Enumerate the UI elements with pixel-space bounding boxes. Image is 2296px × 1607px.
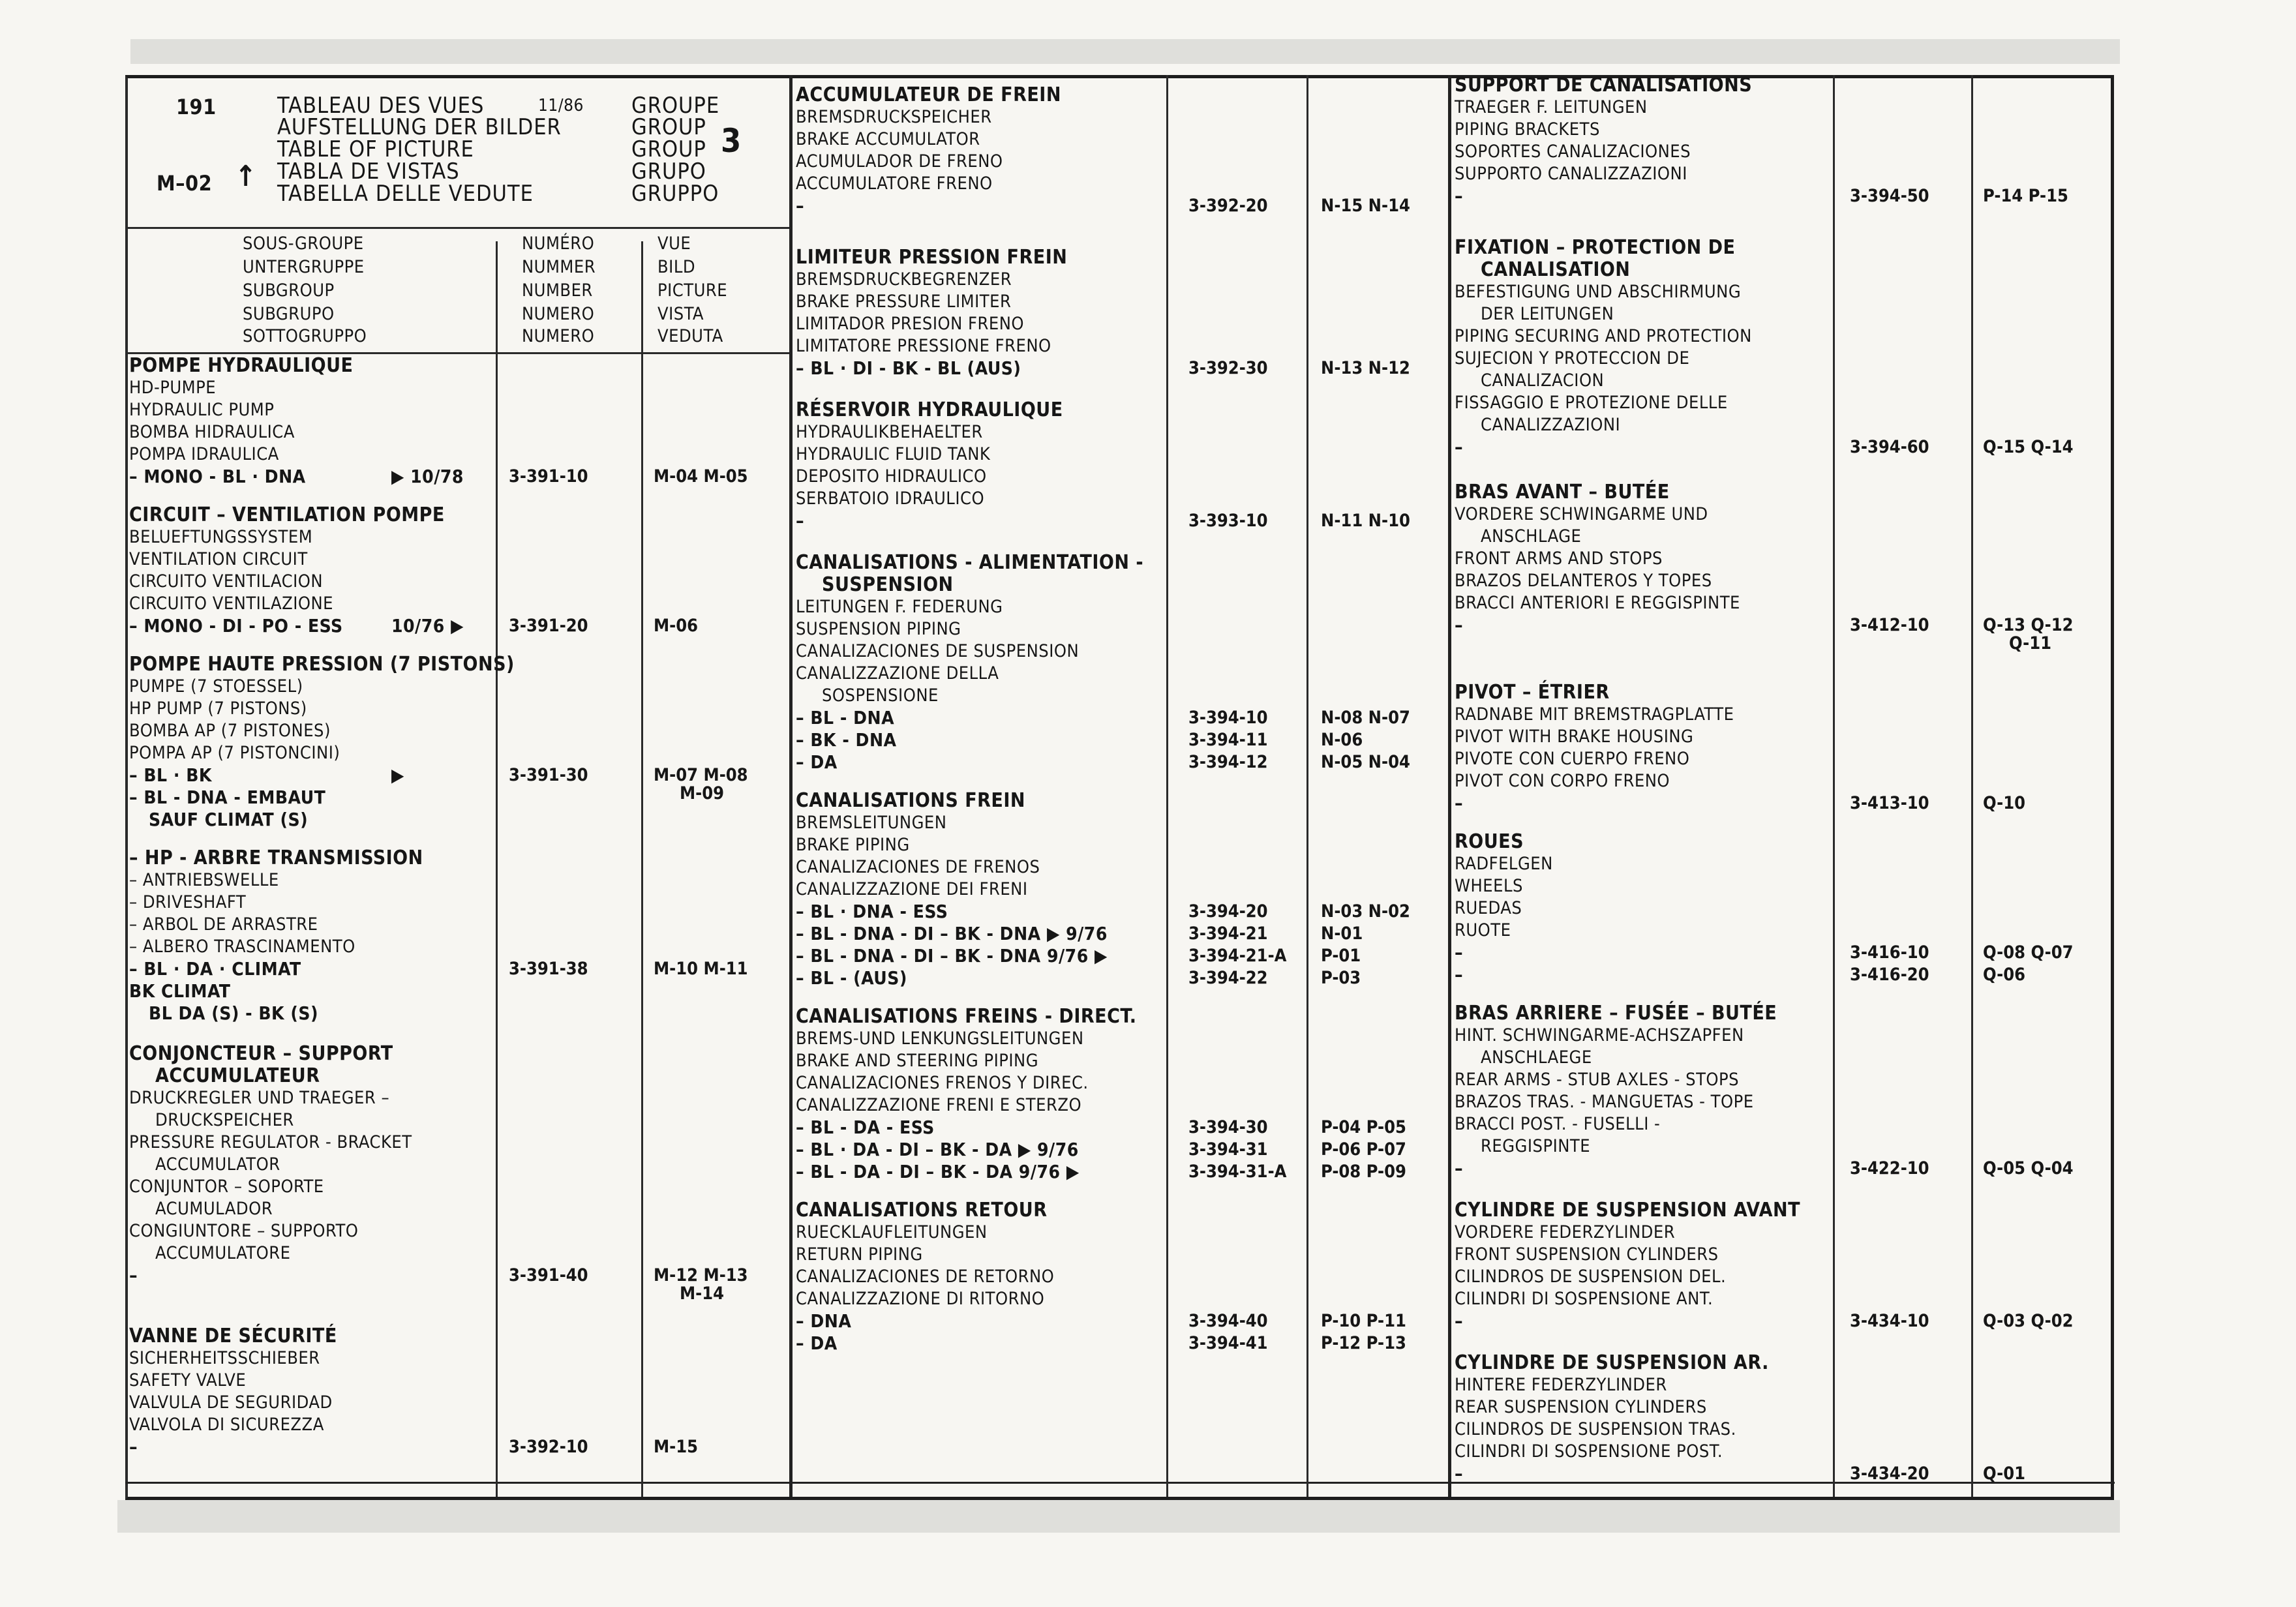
col1-entry-translation: DRUCKREGLER UND TRAEGER – xyxy=(129,1088,390,1108)
col1-entry-views: M-09 xyxy=(680,783,725,804)
col2-entry-translation: BREMSDRUCKSPEICHER xyxy=(796,107,992,127)
col2-entry-translation: SUSPENSION PIPING xyxy=(796,619,961,639)
col3-entry-number: 3-434-10 xyxy=(1850,1311,1929,1331)
col1-entry-translation: POMPA AP (7 PISTONCINI) xyxy=(129,743,340,763)
col1-entry-translation: – ALBERO TRASCINAMENTO xyxy=(129,937,355,957)
col3-entry-variant: – xyxy=(1455,964,1464,985)
number-label-it: NUMERO xyxy=(522,326,595,346)
col2-entry-variant: – BL · DNA - ESS xyxy=(796,901,948,922)
col2-entry-translation: CANALIZACIONES DE SUSPENSION xyxy=(796,641,1080,661)
col3-entry-translation: SOPORTES CANALIZACIONES xyxy=(1455,142,1691,162)
col2-entry-views: P-10 P-11 xyxy=(1321,1311,1406,1331)
col3-entry-number: 3-422-10 xyxy=(1850,1158,1929,1179)
view-label-it: VEDUTA xyxy=(657,326,723,346)
col3-entry-views: Q-10 xyxy=(1983,793,2026,813)
col2-entry-translation: LIMITADOR PRESION FRENO xyxy=(796,314,1024,334)
subgroup-label-fr: SOUS-GROUPE xyxy=(243,233,364,254)
col2-entry-translation: BRAKE AND STEERING PIPING xyxy=(796,1051,1039,1071)
col1-entry-number: 3-391-38 xyxy=(509,959,588,979)
col2-entry-title: CANALISATIONS - ALIMENTATION - xyxy=(796,551,1144,574)
title-fr: TABLEAU DES VUES xyxy=(277,93,485,119)
col2-entry-variant: – BL - (AUS) xyxy=(796,967,907,989)
col3-entry-translation: FRONT ARMS AND STOPS xyxy=(1455,548,1663,569)
col2-entry-variant: – DA xyxy=(796,751,838,773)
col1-entry-translation: SAFETY VALVE xyxy=(129,1370,247,1390)
col1-entry-note: ▶ 10/78 xyxy=(391,466,464,487)
col3-entry-title: PIVOT – ÉTRIER xyxy=(1455,681,1610,704)
col3-entry-number: 3-412-10 xyxy=(1850,615,1929,635)
page-ref: M–02 xyxy=(157,171,213,196)
bottom-rule xyxy=(125,1482,2115,1484)
col2-entry-number: 3-394-21-A xyxy=(1188,946,1287,966)
col2-entry-translation: CANALIZACIONES DE FRENOS xyxy=(796,857,1040,877)
col1-entry-variant: – BL - DNA - EMBAUT xyxy=(129,787,326,808)
col2-entry-number: 3-394-31-A xyxy=(1188,1162,1287,1182)
col3-entry-title: SUPPORT DE CANALISATIONS xyxy=(1455,74,1753,97)
col3-entry-number: 3-416-10 xyxy=(1850,942,1929,963)
col3-entry-views: Q-05 Q-04 xyxy=(1983,1158,2074,1179)
col1-entry-title: POMPE HYDRAULIQUE xyxy=(129,354,354,377)
subgroup-label-en: SUBGROUP xyxy=(243,280,335,301)
col2-entry-variant: – BL - DNA - DI – BK - DNA 9/76 ▶ xyxy=(796,945,1108,967)
col3-entry-translation: REGGISPINTE xyxy=(1481,1136,1591,1156)
col2-entry-number: 3-394-40 xyxy=(1188,1311,1268,1331)
col2-entry-views: P-01 xyxy=(1321,946,1361,966)
col1-entry-title: CONJONCTEUR – SUPPORT xyxy=(129,1042,393,1065)
col3-entry-translation: BRAZOS TRAS. - MANGUETAS - TOPE xyxy=(1455,1092,1754,1112)
col3-entry-views: P-14 P-15 xyxy=(1983,186,2068,206)
col3-entry-translation: RUOTE xyxy=(1455,920,1511,940)
number-label-en: NUMBER xyxy=(522,280,593,301)
col2-entry-variant: – BL - DA - DI – BK - DA 9/76 ▶ xyxy=(796,1161,1080,1182)
col3-entry-variant: – xyxy=(1455,1463,1464,1484)
col3-entry-views: Q-11 xyxy=(2009,633,2052,653)
title-en: TABLE OF PICTURE xyxy=(277,136,474,162)
col1-entry-variant: – xyxy=(129,1436,138,1458)
col3-entry-views: Q-06 xyxy=(1983,965,2026,985)
col2-entry-translation: LEITUNGEN F. FEDERUNG xyxy=(796,597,1003,617)
col1-entry-title: – HP - ARBRE TRANSMISSION xyxy=(129,847,423,869)
col2-entry-views: P-03 xyxy=(1321,968,1361,988)
title-it: TABELLA DELLE VEDUTE xyxy=(277,181,534,207)
group-label-es: GRUPO xyxy=(631,158,706,185)
col2-entry-views: N-11 N-10 xyxy=(1321,511,1410,531)
col2-entry-title: CANALISATIONS FREIN xyxy=(796,789,1025,812)
col3-entry-title: CYLINDRE DE SUSPENSION AVANT xyxy=(1455,1199,1801,1222)
col2-entry-number: 3-394-31 xyxy=(1188,1139,1268,1160)
col1-entry-number: 3-391-40 xyxy=(509,1265,588,1285)
col1-entry-title: VANNE DE SÉCURITÉ xyxy=(129,1325,337,1347)
col3-entry-translation: PIPING BRACKETS xyxy=(1455,119,1600,140)
scan-noise-top xyxy=(130,39,2120,64)
col3-entry-translation: RUEDAS xyxy=(1455,898,1522,918)
col1-entry-translation: CIRCUITO VENTILAZIONE xyxy=(129,593,334,614)
col3-entry-title: CYLINDRE DE SUSPENSION AR. xyxy=(1455,1351,1769,1374)
col1-entry-note: 10/76 ▶ xyxy=(391,615,464,637)
col2-entry-variant: – xyxy=(796,195,805,217)
col1-entry-translation: HYDRAULIC PUMP xyxy=(129,400,275,420)
col1-entry-views: M-10 M-11 xyxy=(654,959,748,979)
col1-entry-variant: – BL · BK xyxy=(129,764,212,786)
col2-entry-views: P-08 P-09 xyxy=(1321,1162,1406,1182)
col3-entry-views: Q-13 Q-12 xyxy=(1983,615,2074,635)
col3-entry-number: 3-394-50 xyxy=(1850,186,1929,206)
subgroup-label-de: UNTERGRUPPE xyxy=(243,257,365,277)
title-es: TABLA DE VISTAS xyxy=(277,158,460,185)
col2-entry-number: 3-394-41 xyxy=(1188,1333,1268,1353)
col1-entry-translation: VALVULA DE SEGURIDAD xyxy=(129,1392,333,1413)
col3-entry-number: 3-413-10 xyxy=(1850,793,1929,813)
col3-entry-title: FIXATION – PROTECTION DE xyxy=(1455,236,1736,259)
col2-entry-translation: BRAKE PIPING xyxy=(796,835,910,855)
col3-entry-translation: BRAZOS DELANTEROS Y TOPES xyxy=(1455,571,1712,591)
number-label-es: NUMERO xyxy=(522,304,595,324)
col3-entry-translation: REAR SUSPENSION CYLINDERS xyxy=(1455,1397,1707,1417)
col2-entry-views: N-13 N-12 xyxy=(1321,358,1410,378)
col2-entry-title: ACCUMULATEUR DE FREIN xyxy=(796,83,1061,106)
col2-entry-translation: CANALIZZAZIONE DEI FRENI xyxy=(796,879,1028,899)
col3-entry-translation: ANSCHLAGE xyxy=(1481,526,1582,547)
group-label-de: GROUP xyxy=(631,114,706,140)
header-rule xyxy=(125,227,789,229)
group-label-fr: GROUPE xyxy=(631,93,720,119)
col2-entry-translation: LIMITATORE PRESSIONE FRENO xyxy=(796,336,1051,356)
col1-col2-divider xyxy=(789,75,793,1497)
edition-date: 11/86 xyxy=(538,96,584,115)
col3-entry-translation: BEFESTIGUNG UND ABSCHIRMUNG xyxy=(1455,282,1742,302)
col3-entry-translation: REAR ARMS - STUB AXLES - STOPS xyxy=(1455,1070,1740,1090)
col2-entry-number: 3-394-10 xyxy=(1188,708,1268,728)
group-label-en: GROUP xyxy=(631,136,706,162)
col3-entry-number: 3-394-60 xyxy=(1850,437,1929,457)
col3-entry-title: ROUES xyxy=(1455,830,1524,853)
col2-entry-translation: BREMS-UND LENKUNGSLEITUNGEN xyxy=(796,1029,1084,1049)
view-label-es: VISTA xyxy=(657,304,704,324)
up-arrow-icon: ↑ xyxy=(235,160,257,193)
view-label-fr: VUE xyxy=(657,233,691,254)
col1-entry-variant: BK CLIMAT xyxy=(129,980,231,1002)
subgroup-label-es: SUBGRUPO xyxy=(243,304,335,324)
col1-entry-variant: – MONO - DI - PO - ESS xyxy=(129,615,343,637)
col3-entry-views: Q-03 Q-02 xyxy=(1983,1311,2074,1331)
col1-entry-variant: – MONO - BL · DNA xyxy=(129,466,306,487)
col2-entry-variant: – BL - DNA xyxy=(796,707,895,728)
col3-entry-translation: SUPPORTO CANALIZZAZIONI xyxy=(1455,164,1687,184)
col2-entry-number: 3-393-10 xyxy=(1188,511,1268,531)
col2-entry-translation: HYDRAULIKBEHAELTER xyxy=(796,422,983,442)
col1-entry-number: 3-391-20 xyxy=(509,616,588,636)
col2-entry-translation: CANALIZZAZIONE DELLA xyxy=(796,663,999,683)
col3-entry-translation: FISSAGGIO E PROTEZIONE DELLE xyxy=(1455,393,1728,413)
col1-entry-number: 3-391-10 xyxy=(509,466,588,487)
col2-entry-title: RÉSERVOIR HYDRAULIQUE xyxy=(796,398,1063,421)
col1-entry-translation: HD-PUMPE xyxy=(129,378,217,398)
col1-entry-translation: DRUCKSPEICHER xyxy=(155,1110,294,1130)
col3-entry-translation: CILINDRI DI SOSPENSIONE POST. xyxy=(1455,1441,1723,1462)
col1-entry-translation: – DRIVESHAFT xyxy=(129,892,247,912)
col2-entry-number: 3-394-21 xyxy=(1188,924,1268,944)
col1-entry-note: ▶ xyxy=(391,764,404,786)
col3-entry-translation: PIVOTE CON CUERPO FRENO xyxy=(1455,749,1690,769)
col3-entry-translation: HINT. SCHWINGARME-ACHSZAPFEN xyxy=(1455,1025,1744,1045)
view-label-de: BILD xyxy=(657,257,696,277)
col3-entry-translation: CILINDRI DI SOSPENSIONE ANT. xyxy=(1455,1289,1714,1309)
col2-entry-translation: ACCUMULATORE FRENO xyxy=(796,173,993,194)
col2-entry-views: N-01 xyxy=(1321,924,1363,944)
col2-entry-title-cont: SUSPENSION xyxy=(822,573,954,596)
col2-entry-translation: BRAKE ACCUMULATOR xyxy=(796,129,980,149)
col3-entry-translation: PIVOT WITH BRAKE HOUSING xyxy=(1455,727,1694,747)
col2-entry-variant: – BL · DA - DI – BK - DA ▶ 9/76 xyxy=(796,1139,1079,1160)
col3-entry-views: Q-15 Q-14 xyxy=(1983,437,2074,457)
scan-noise-bottom xyxy=(117,1500,2120,1533)
col2-col3-divider xyxy=(1448,75,1451,1497)
col1-entry-translation: VENTILATION CIRCUIT xyxy=(129,549,308,569)
col2-entry-variant: – DA xyxy=(796,1332,838,1354)
col2-entry-views: N-15 N-14 xyxy=(1321,196,1410,216)
col3-entry-translation: HINTERE FEDERZYLINDER xyxy=(1455,1375,1667,1395)
col1-entry-views: M-15 xyxy=(654,1437,699,1457)
col1-entry-translation: ACUMULADOR xyxy=(155,1199,273,1219)
col2-entry-views: N-06 xyxy=(1321,730,1363,750)
col2-entry-translation: SERBATOIO IDRAULICO xyxy=(796,488,985,509)
col1-entry-views: M-07 M-08 xyxy=(654,765,748,785)
col2-entry-views: N-05 N-04 xyxy=(1321,752,1410,772)
col2-entry-variant: – BL - DNA - DI – BK - DNA ▶ 9/76 xyxy=(796,923,1108,944)
col2-entry-translation: BREMSLEITUNGEN xyxy=(796,813,947,833)
col2-entry-views: N-03 N-02 xyxy=(1321,901,1410,922)
col2-entry-translation: RUECKLAUFLEITUNGEN xyxy=(796,1222,988,1242)
col3-entry-title: BRAS AVANT – BUTÉE xyxy=(1455,481,1670,503)
col3-entry-translation: RADNABE MIT BREMSTRAGPLATTE xyxy=(1455,704,1734,725)
col3-entry-variant: – xyxy=(1455,792,1464,814)
col1-entry-title: CIRCUIT – VENTILATION POMPE xyxy=(129,503,445,526)
col2-entry-translation: ACUMULADOR DE FRENO xyxy=(796,151,1003,172)
col2-entry-title: CANALISATIONS FREINS - DIRECT. xyxy=(796,1005,1137,1028)
col3-entry-variant: – xyxy=(1455,614,1464,636)
col3-entry-translation: PIVOT CON CORPO FRENO xyxy=(1455,771,1670,791)
col1-entry-translation: BOMBA AP (7 PISTONES) xyxy=(129,721,331,741)
col1-entry-translation: PRESSURE REGULATOR - BRACKET xyxy=(129,1132,412,1152)
col2-entry-title: LIMITEUR PRESSION FREIN xyxy=(796,246,1068,269)
col3-entry-translation: CILINDROS DE SUSPENSION DEL. xyxy=(1455,1267,1727,1287)
col1-entry-translation: POMPA IDRAULICA xyxy=(129,444,279,464)
number-label-fr: NUMÉRO xyxy=(522,233,595,254)
col1-entry-number: 3-392-10 xyxy=(509,1437,588,1457)
col1-entry-variant: – xyxy=(129,1265,138,1286)
col3-entry-translation: CILINDROS DE SUSPENSION TRAS. xyxy=(1455,1419,1736,1439)
col1-entry-views: M-14 xyxy=(680,1284,725,1304)
col2-number-divider xyxy=(1166,75,1168,1497)
col1-entry-translation: ACCUMULATOR xyxy=(155,1154,280,1175)
col2-entry-number: 3-394-12 xyxy=(1188,752,1268,772)
col3-entry-translation: ANSCHLAEGE xyxy=(1481,1047,1592,1068)
number-label-de: NUMMER xyxy=(522,257,596,277)
page-number: 191 xyxy=(176,95,217,119)
col1-entry-variant: – BL · DA · CLIMAT xyxy=(129,958,301,980)
col3-entry-variant: – xyxy=(1455,1158,1464,1179)
col2-entry-translation: CANALIZACIONES FRENOS Y DIREC. xyxy=(796,1073,1089,1093)
col2-entry-number: 3-392-20 xyxy=(1188,196,1268,216)
col2-entry-translation: DEPOSITO HIDRAULICO xyxy=(796,466,987,487)
col2-entry-variant: – BL · DI - BK - BL (AUS) xyxy=(796,357,1021,379)
col3-entry-translation: VORDERE SCHWINGARME UND xyxy=(1455,504,1708,524)
col3-entry-translation: CANALIZACION xyxy=(1481,370,1605,391)
col2-entry-title: CANALISATIONS RETOUR xyxy=(796,1199,1048,1222)
col3-number-divider xyxy=(1833,75,1835,1497)
col2-view-divider xyxy=(1307,75,1308,1497)
col2-entry-views: P-04 P-05 xyxy=(1321,1117,1406,1137)
group-number: 3 xyxy=(721,122,742,160)
col3-entry-translation: TRAEGER F. LEITUNGEN xyxy=(1455,97,1648,117)
col3-entry-variant: – xyxy=(1455,1310,1464,1332)
col3-entry-translation: RADFELGEN xyxy=(1455,854,1553,874)
col2-entry-translation: RETURN PIPING xyxy=(796,1244,923,1265)
col3-entry-translation: VORDERE FEDERZYLINDER xyxy=(1455,1222,1676,1242)
col1-number-divider xyxy=(496,241,498,1497)
col3-entry-variant: – xyxy=(1455,942,1464,963)
col3-entry-title: BRAS ARRIERE – FUSÉE – BUTÉE xyxy=(1455,1002,1777,1025)
col2-entry-number: 3-394-11 xyxy=(1188,730,1268,750)
col2-entry-number: 3-394-22 xyxy=(1188,968,1268,988)
col2-entry-number: 3-392-30 xyxy=(1188,358,1268,378)
col1-entry-views: M-04 M-05 xyxy=(654,466,748,487)
col2-entry-translation: CANALIZZAZIONE FRENI E STERZO xyxy=(796,1095,1082,1115)
col2-entry-translation: BRAKE PRESSURE LIMITER xyxy=(796,292,1012,312)
subgroup-label-it: SOTTOGRUPPO xyxy=(243,326,367,346)
col1-entry-translation: – ARBOL DE ARRASTRE xyxy=(129,914,318,935)
col3-entry-translation: DER LEITUNGEN xyxy=(1481,304,1614,324)
col2-entry-translation: CANALIZACIONES DE RETORNO xyxy=(796,1267,1055,1287)
col3-entry-variant: – xyxy=(1455,185,1464,207)
col2-entry-views: N-08 N-07 xyxy=(1321,708,1410,728)
col3-entry-number: 3-434-20 xyxy=(1850,1464,1929,1484)
col2-entry-translation: BREMSDRUCKBEGRENZER xyxy=(796,269,1012,290)
col3-entry-translation: FRONT SUSPENSION CYLINDERS xyxy=(1455,1244,1719,1265)
col3-entry-translation: CANALIZZAZIONI xyxy=(1481,415,1621,435)
col2-entry-variant: – xyxy=(796,510,805,532)
col1-entry-variant: SAUF CLIMAT (S) xyxy=(149,809,309,830)
col2-entry-variant: – BK - DNA xyxy=(796,729,897,751)
col3-entry-variant: – xyxy=(1455,436,1464,458)
col2-entry-views: P-06 P-07 xyxy=(1321,1139,1406,1160)
col1-entry-views: M-12 M-13 xyxy=(654,1265,748,1285)
col1-entry-views: M-06 xyxy=(654,616,699,636)
col2-entry-variant: – BL - DA - ESS xyxy=(796,1117,935,1138)
col3-entry-translation: PIPING SECURING AND PROTECTION xyxy=(1455,326,1752,346)
group-label-it: GRUPPO xyxy=(631,181,719,207)
col1-entry-translation: CONJUNTOR – SOPORTE xyxy=(129,1177,324,1197)
col2-entry-translation: SOSPENSIONE xyxy=(822,685,939,706)
col3-entry-translation: BRACCI POST. - FUSELLI - xyxy=(1455,1114,1661,1134)
col2-entry-variant: – DNA xyxy=(796,1310,852,1332)
title-de: AUFSTELLUNG DER BILDER xyxy=(277,114,562,140)
col3-entry-translation: WHEELS xyxy=(1455,876,1523,896)
col2-entry-number: 3-394-20 xyxy=(1188,901,1268,922)
col3-entry-views: Q-08 Q-07 xyxy=(1983,942,2074,963)
col1-entry-translation: HP PUMP (7 PISTONS) xyxy=(129,698,307,719)
col1-view-divider xyxy=(641,241,643,1497)
col3-view-divider xyxy=(1971,75,1973,1497)
col1-entry-translation: CIRCUITO VENTILACION xyxy=(129,571,324,592)
col1-entry-title: POMPE HAUTE PRESSION (7 PISTONS) xyxy=(129,653,515,676)
col1-entry-translation: SICHERHEITSSCHIEBER xyxy=(129,1348,320,1368)
col3-entry-translation: SUJECION Y PROTECCION DE xyxy=(1455,348,1690,368)
col2-entry-views: P-12 P-13 xyxy=(1321,1333,1406,1353)
col1-entry-translation: VALVOLA DI SICUREZZA xyxy=(129,1415,324,1435)
col1-entry-translation: PUMPE (7 STOESSEL) xyxy=(129,676,303,697)
col1-entry-translation: BOMBA HIDRAULICA xyxy=(129,422,295,442)
col3-entry-title-cont: CANALISATION xyxy=(1481,258,1631,281)
col1-entry-translation: CONGIUNTORE – SUPPORTO xyxy=(129,1221,359,1241)
view-label-en: PICTURE xyxy=(657,280,728,301)
col2-entry-translation: CANALIZZAZIONE DI RITORNO xyxy=(796,1289,1045,1309)
col3-entry-translation: BRACCI ANTERIORI E REGGISPINTE xyxy=(1455,593,1740,613)
col1-entry-translation: – ANTRIEBSWELLE xyxy=(129,870,279,890)
col1-entry-variant: BL DA (S) - BK (S) xyxy=(149,1002,318,1024)
col1-entry-translation: ACCUMULATORE xyxy=(155,1243,291,1263)
col3-entry-views: Q-01 xyxy=(1983,1464,2026,1484)
col1-entry-number: 3-391-30 xyxy=(509,765,588,785)
col1-entry-translation: BELUEFTUNGSSYSTEM xyxy=(129,527,313,547)
col2-entry-translation: HYDRAULIC FLUID TANK xyxy=(796,444,991,464)
col3-entry-number: 3-416-20 xyxy=(1850,965,1929,985)
col2-entry-number: 3-394-30 xyxy=(1188,1117,1268,1137)
col1-entry-title-cont: ACCUMULATEUR xyxy=(155,1064,320,1087)
table-frame xyxy=(125,75,2114,1500)
